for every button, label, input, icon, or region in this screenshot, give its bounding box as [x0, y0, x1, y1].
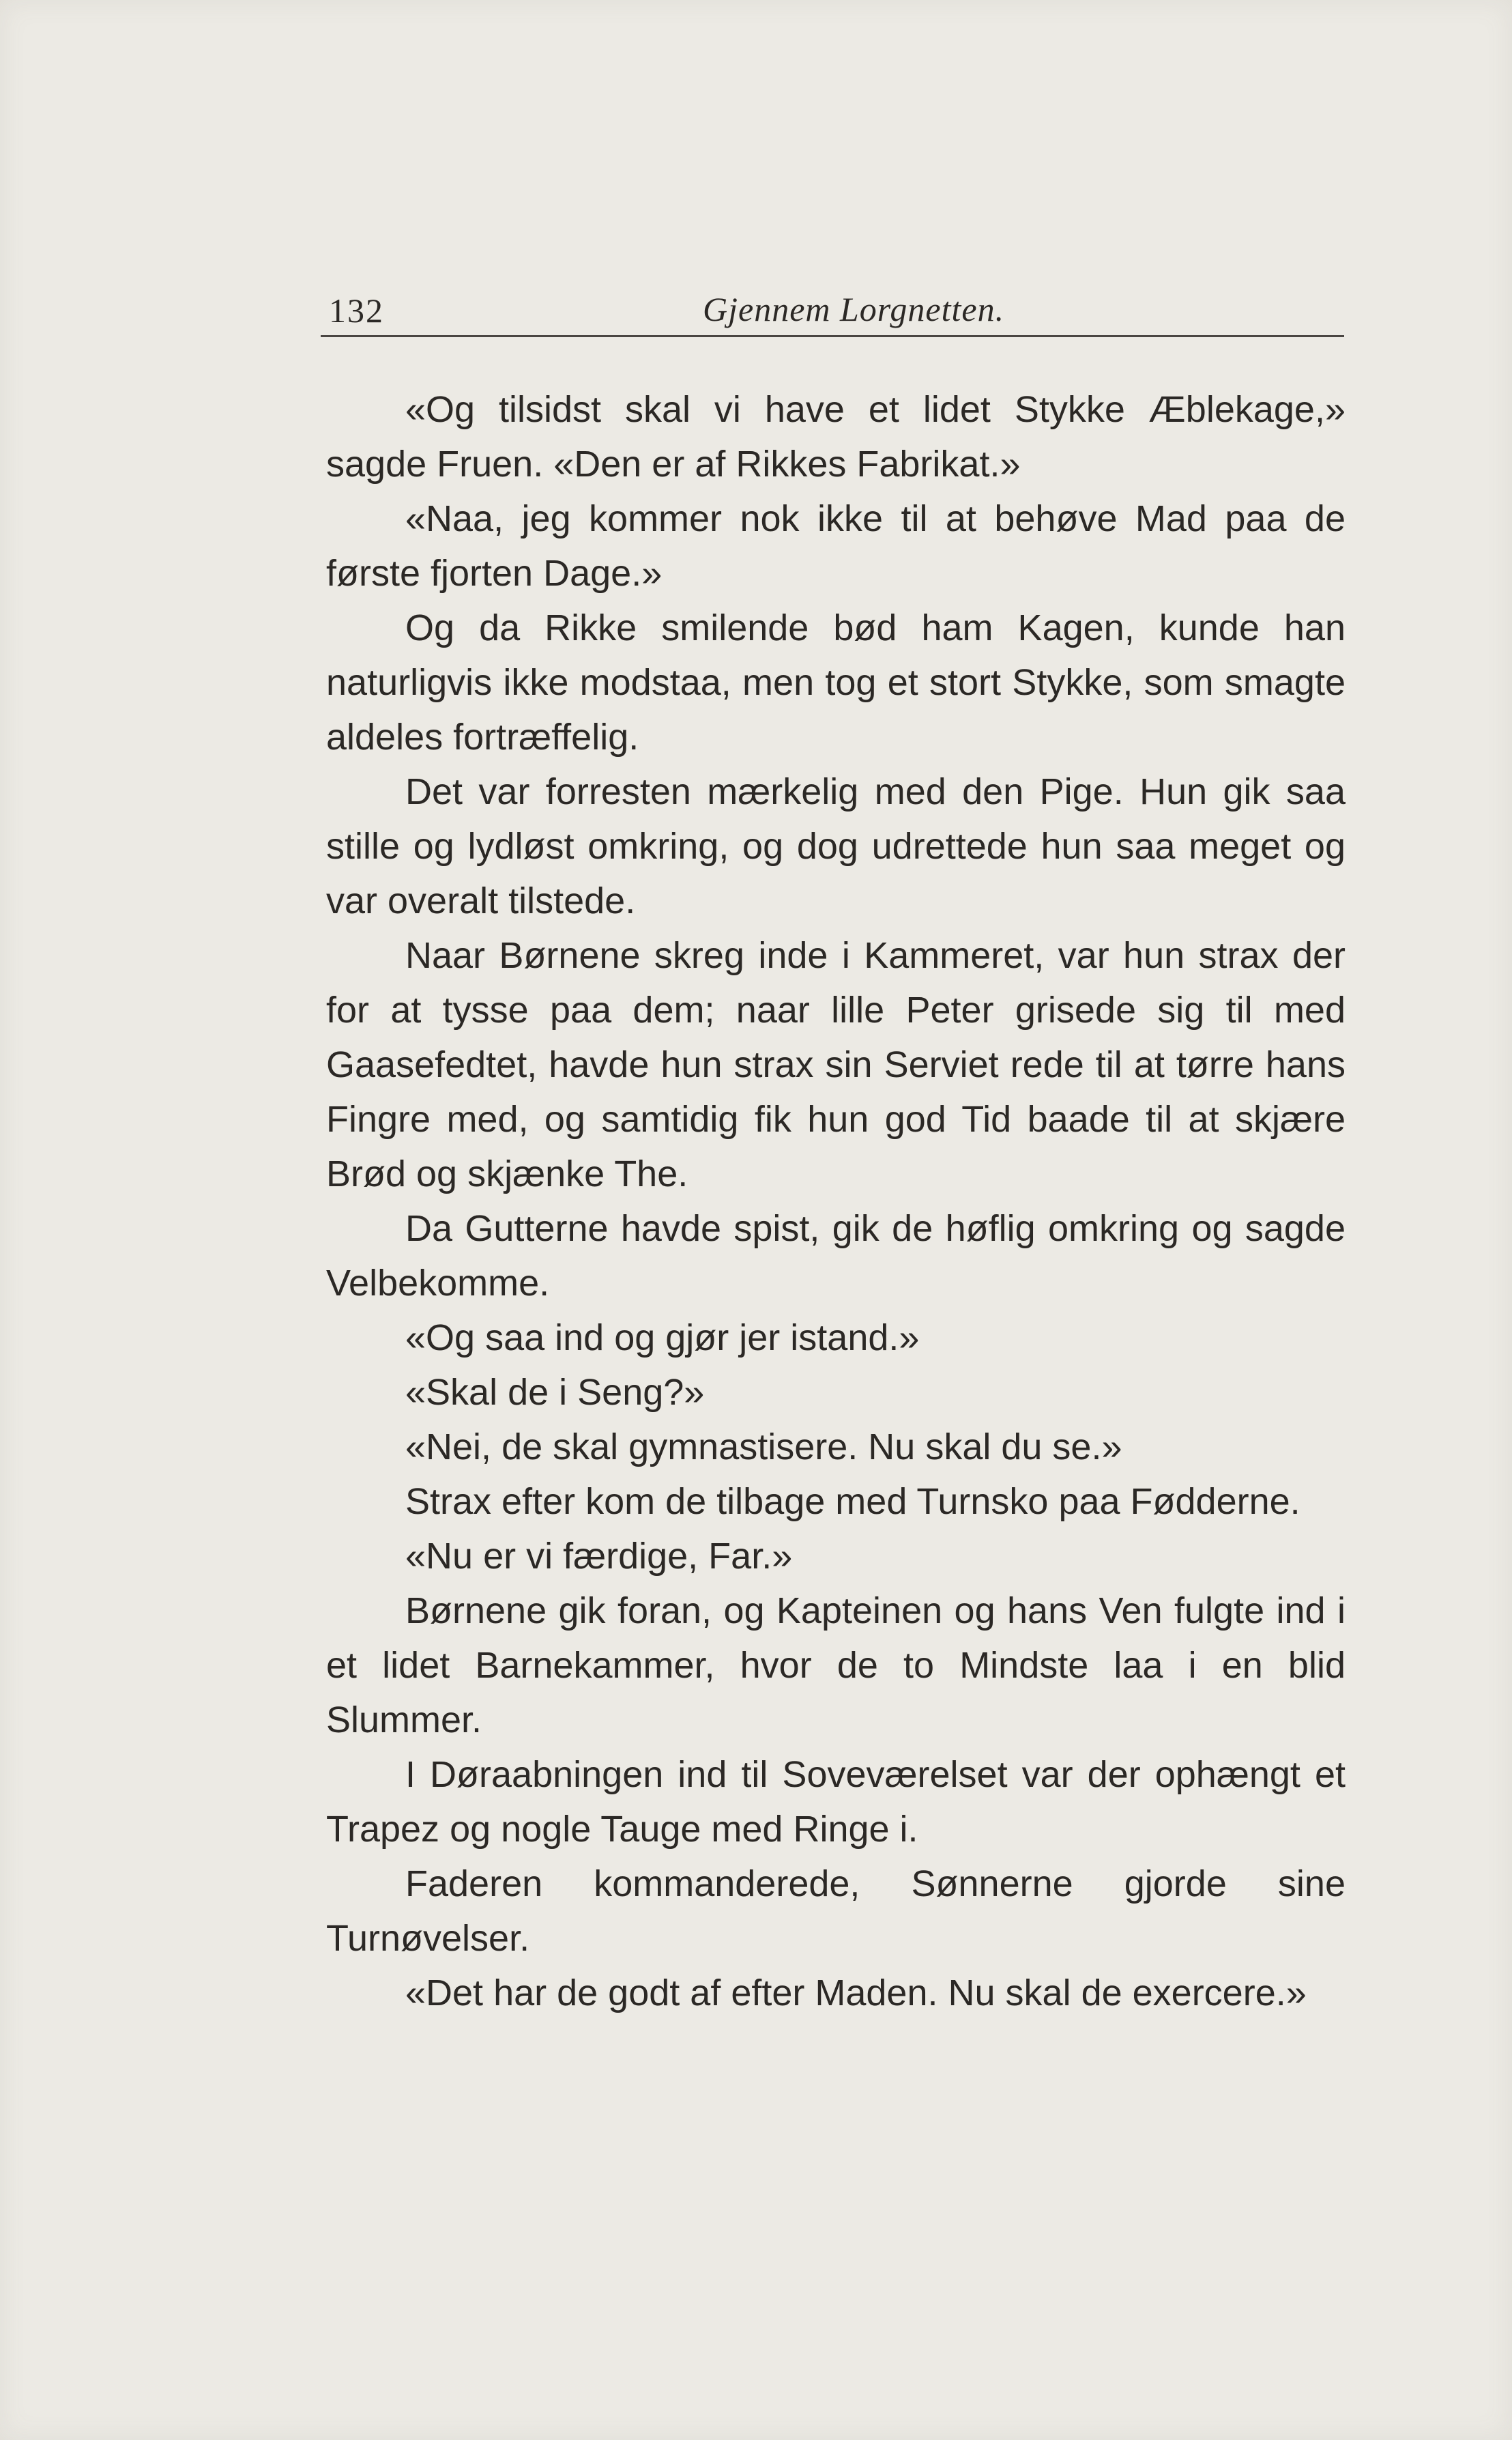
paragraph: «Det har de godt af efter Maden. Nu skal de exercere.» [405, 1972, 1307, 2013]
paragraph: I Døraabningen ind til Soveværelset var der ophængt et Trapez og nogle Tauge med Ringe i. [326, 1754, 1346, 1850]
body-text [326, 382, 1346, 2020]
paragraph: Børnene gik foran, og Kapteinen og hans Ven fulgte ind i et lidet Barnekammer, hvor de to Mindste laa i en blid Slummer. [326, 1590, 1346, 1740]
paragraph: «Nei, de skal gymnastisere. Nu skal du se.» [405, 1426, 1122, 1467]
paragraph: «Skal de i Seng?» [405, 1372, 705, 1413]
paragraph: Det var forresten mærkelig med den Pige. Hun gik saa stille og lydløst omkring, og dog udrettede hun saa meget og var overalt tilstede. [326, 771, 1346, 921]
paragraph: Naar Børnene skreg inde i Kammeret, var hun strax der for at tysse paa dem; naar lille Peter grisede sig til med Gaasefedtet, havde hun strax sin Serviet rede til at tørre hans Fingre med, og samtidig fik hun god Tid baade til at skjære Brød og skjænke The. [326, 935, 1346, 1194]
paragraph: «Og tilsidst skal vi have et lidet Stykke Æblekage,» sagde Fruen. «Den er af Rikkes Fabrikat.» [326, 389, 1346, 485]
paragraph: «Og saa ind og gjør jer istand.» [405, 1317, 920, 1358]
page-number: 132 [329, 291, 384, 330]
page-header [321, 285, 1344, 340]
paragraph: «Naa, jeg kommer nok ikke til at behøve Mad paa de første fjorten Dage.» [326, 498, 1346, 594]
paragraph: Og da Rikke smilende bød ham Kagen, kunde han naturligvis ikke modstaa, men tog et stort Stykke, som smagte aldeles fortræffelig. [326, 607, 1346, 758]
header-rule [321, 335, 1344, 337]
paragraph: Faderen kommanderede, Sønnerne gjorde sine Turnøvelser. [326, 1863, 1346, 1959]
paragraph: «Nu er vi færdige, Far.» [405, 1536, 793, 1577]
paragraph: Da Gutterne havde spist, gik de høflig omkring og sagde Velbekomme. [326, 1208, 1346, 1304]
running-title: Gjennem Lorgnetten. [703, 290, 1005, 328]
paragraph: Strax efter kom de tilbage med Turnsko paa Fødderne. [405, 1481, 1300, 1522]
